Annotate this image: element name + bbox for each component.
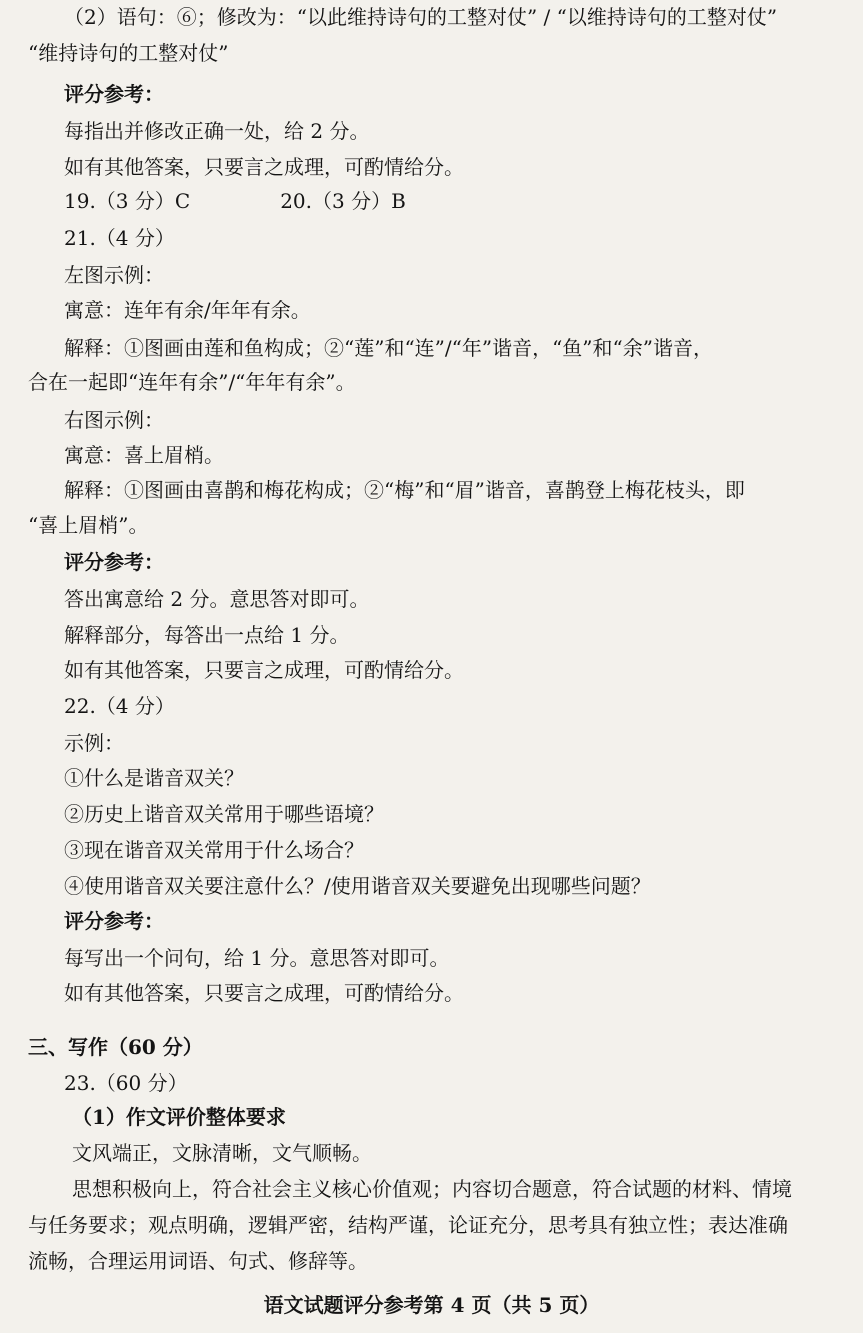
text-line: 左图示例： <box>64 263 164 287</box>
scoring-heading: 评分参考： <box>64 82 164 106</box>
text-line: 如有其他答案，只要言之成理，可酌情给分。 <box>64 981 464 1005</box>
answer-18-2-line: （2）语句：⑥；修改为：“以此维持诗句的工整对仗” / “以维持诗句的工整对仗” <box>64 5 778 29</box>
answer-18-2-continuation: “维持诗句的工整对仗” <box>28 41 229 65</box>
text-line: “喜上眉梢”。 <box>28 513 149 537</box>
scoring-heading: 评分参考： <box>64 550 164 574</box>
text-line: 寓意：连年有余/年年有余。 <box>64 298 311 322</box>
text-line: 文风端正，文脉清晰，文气顺畅。 <box>72 1141 372 1165</box>
text-line: 与任务要求；观点明确，逻辑严密，结构严谨，论证充分，思考具有独立性；表达准确 <box>28 1213 788 1237</box>
section-3-heading: 三、写作（60 分） <box>28 1035 203 1059</box>
text-line: 如有其他答案，只要言之成理，可酌情给分。 <box>64 155 464 179</box>
question-21-heading: 21.（4 分） <box>64 226 175 250</box>
answer-19: 19.（3 分）C <box>64 189 191 213</box>
text-line: 如有其他答案，只要言之成理，可酌情给分。 <box>64 658 464 682</box>
text-line: 示例： <box>64 731 124 755</box>
text-line: 思想积极向上，符合社会主义核心价值观；内容切合题意，符合试题的材料、情境 <box>72 1177 792 1201</box>
text-line: 解释：①图画由莲和鱼构成；②“莲”和“连”/“年”谐音，“鱼”和“余”谐音， <box>64 336 713 360</box>
text-line: 答出寓意给 2 分。意思答对即可。 <box>64 587 370 611</box>
text-line: ③现在谐音双关常用于什么场合？ <box>64 838 364 862</box>
text-line: 解释部分，每答出一点给 1 分。 <box>64 623 350 647</box>
page-footer: 语文试题评分参考第 4 页（共 5 页） <box>263 1293 600 1317</box>
answer-20: 20.（3 分）B <box>280 189 406 213</box>
answers-19-20-row <box>0 188 863 214</box>
text-line: 寓意：喜上眉梢。 <box>64 443 224 467</box>
text-line: 每写出一个问句，给 1 分。意思答对即可。 <box>64 946 450 970</box>
subsection-heading: （1）作文评价整体要求 <box>72 1105 286 1129</box>
text-line: 右图示例： <box>64 408 164 432</box>
text-line: 解释：①图画由喜鹊和梅花构成；②“梅”和“眉”谐音，喜鹊登上梅花枝头，即 <box>64 478 745 502</box>
text-line: 每指出并修改正确一处，给 2 分。 <box>64 119 370 143</box>
text-line: ④使用谐音双关要注意什么？/使用谐音双关要避免出现哪些问题？ <box>64 874 651 898</box>
question-22-heading: 22.（4 分） <box>64 694 175 718</box>
text-line: ①什么是谐音双关？ <box>64 766 244 790</box>
text-line: ②历史上谐音双关常用于哪些语境？ <box>64 802 384 826</box>
text-line: 流畅，合理运用词语、句式、修辞等。 <box>28 1249 368 1273</box>
scoring-heading: 评分参考： <box>64 909 164 933</box>
text-line: 合在一起即“连年有余”/“年年有余”。 <box>28 370 356 394</box>
question-23-heading: 23.（60 分） <box>64 1071 188 1095</box>
